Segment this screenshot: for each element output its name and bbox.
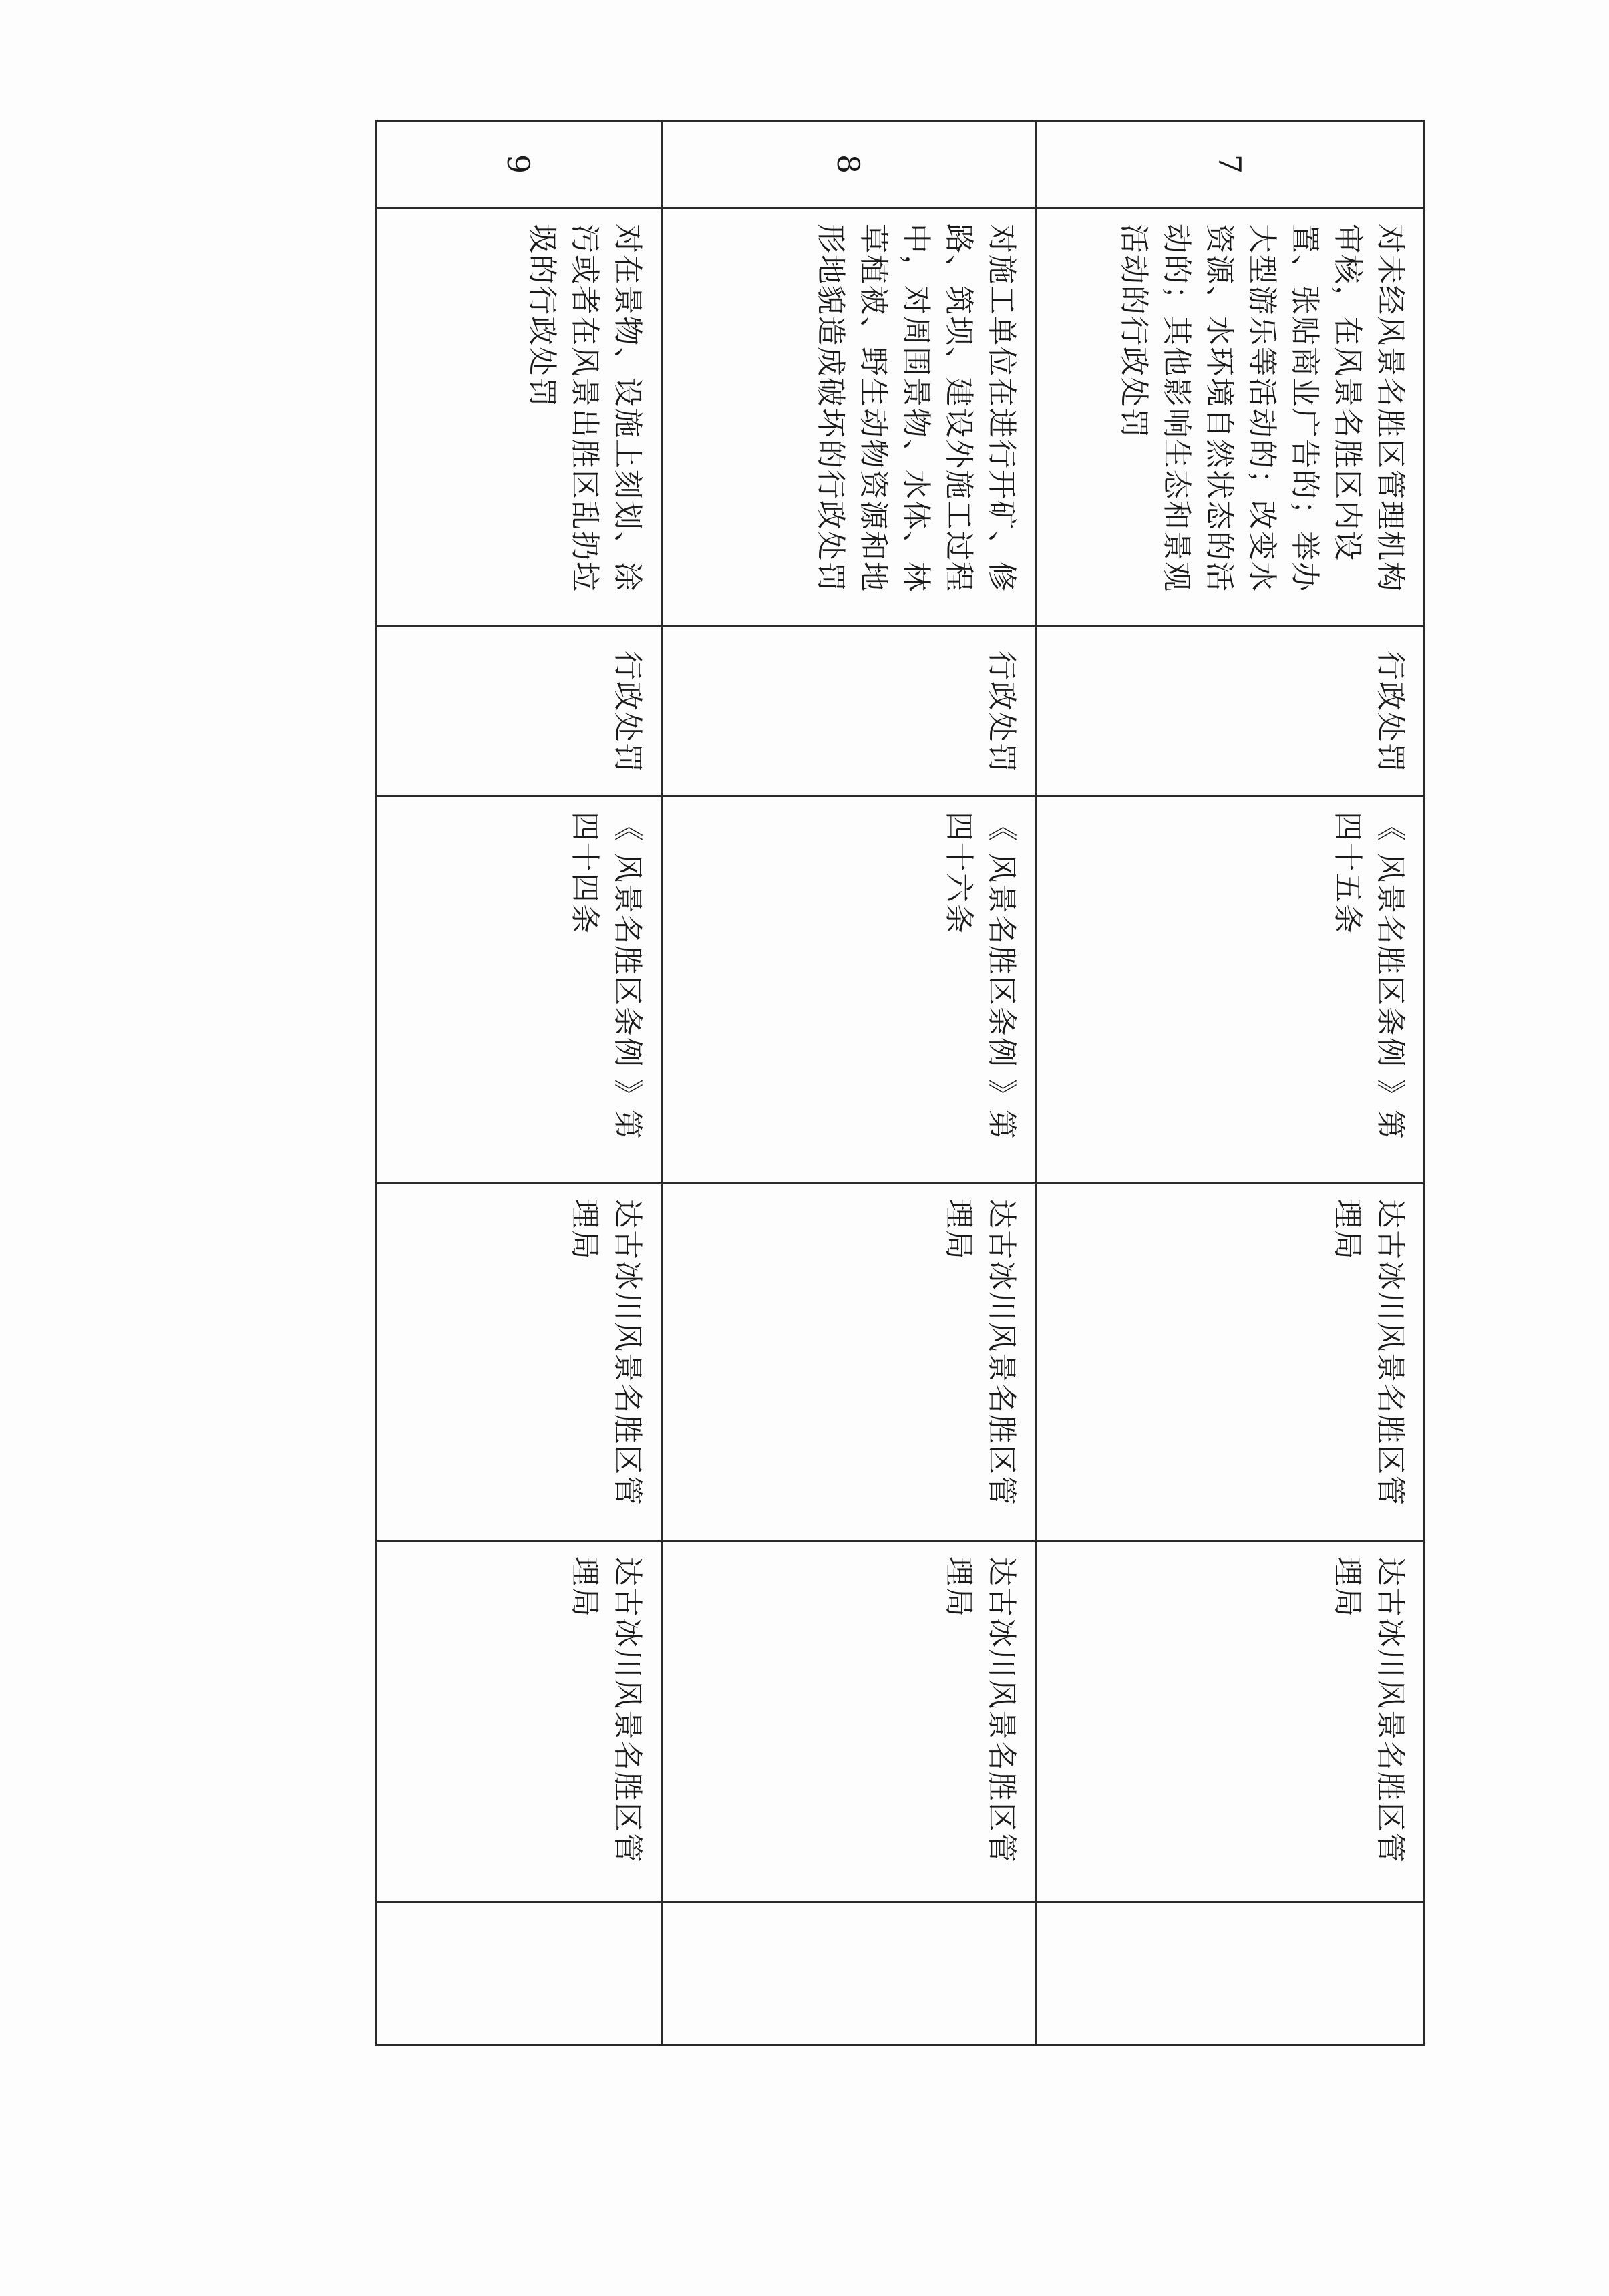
penalty-type: 行政处罚: [376, 626, 662, 796]
table-row: [1036, 122, 1425, 2045]
penalty-item: 对在景物、设施上刻划、涂污或者在风景出胜区乱扔垃圾的行政处罚: [376, 208, 662, 626]
responsible-department: 达古冰川风景名胜区管理局: [1036, 1541, 1425, 1902]
penalty-item: 对施工单位在进行开矿、修路、筑坝、建设外施工过程中，对周围景物、水体、林草植被、野生动物资源和地形地貌造成破坏的行政处罚: [662, 208, 1036, 626]
rotated-table-wrapper: [377, 120, 1425, 2044]
remarks: [662, 1902, 1036, 2045]
table-row: [376, 122, 662, 2045]
row-number: 9: [376, 122, 662, 208]
admin-penalty-table: [375, 120, 1425, 2046]
legal-basis: 《 风景名胜区条例 》第四十四条: [376, 796, 662, 1184]
remarks: [376, 1902, 662, 2045]
penalty-type: 行政处罚: [662, 626, 1036, 796]
row-number: 8: [662, 122, 1036, 208]
remarks: [1036, 1902, 1425, 2045]
legal-basis: 《 风景名胜区条例 》第四十五条: [1036, 796, 1425, 1184]
implementing-department: 达古冰川风景名胜区管理局: [376, 1184, 662, 1541]
penalty-type: 行政处罚: [1036, 626, 1425, 796]
legal-basis: 《 风景名胜区条例 》第四十六条: [662, 796, 1036, 1184]
penalty-item: 对未经风景名胜区管理机构审核，在风景名胜区内设置、张贴商业广告的；举办大型游乐等活动的；改变水资源、水环境自然状态的活动的；其他影响生态和景观活动的行政处罚: [1036, 208, 1425, 626]
implementing-department: 达古冰川风景名胜区管理局: [1036, 1184, 1425, 1541]
responsible-department: 达古冰川风景名胜区管理局: [376, 1541, 662, 1902]
table-row: [662, 122, 1036, 2045]
implementing-department: 达古冰川风景名胜区管理局: [662, 1184, 1036, 1541]
row-number: 7: [1036, 122, 1425, 208]
responsible-department: 达古冰川风景名胜区管理局: [662, 1541, 1036, 1902]
